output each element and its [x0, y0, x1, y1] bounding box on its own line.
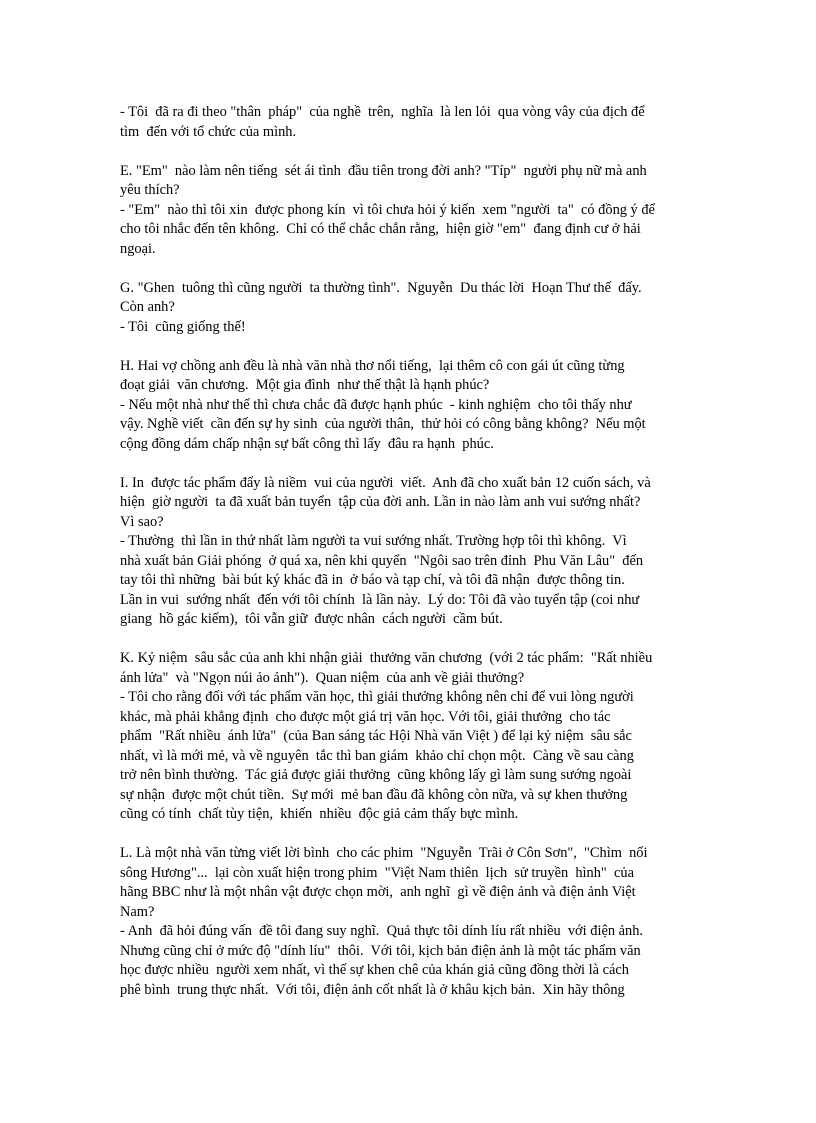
- text-line: sự nhận được một chút tiền. Sự mới mẻ ban đầu đã không còn nữa, và sự khen thưởng: [120, 786, 628, 803]
- text-line: K. Kỷ niệm sâu sắc của anh khi nhận giải thưởng văn chương (với 2 tác phẩm: "Rất nhiều: [120, 650, 653, 666]
- paragraph-question-l: [120, 844, 700, 1000]
- text-line: tìm đến với tổ chức của mình.: [120, 123, 297, 140]
- text-line: nhà xuất bản Giải phóng ở quá xa, nên khi quyển "Ngôi sao trên đỉnh Phu Văn Lâu" đến: [120, 552, 644, 569]
- text-line: H. Hai vợ chồng anh đều là nhà văn nhà thơ nổi tiếng, lại thêm cô con gái út cũng từng: [120, 357, 625, 374]
- paragraph-question-i: [120, 474, 700, 630]
- text-line: - Tôi cho rằng đối với tác phẩm văn học, thì giải thưởng không nên chỉ để vui lòng người: [120, 689, 634, 705]
- paragraph-question-g: [120, 279, 700, 338]
- text-line: hãng BBC như là một nhân vật được chọn mời, anh nghĩ gì về điện ảnh và điện ảnh Việt: [120, 884, 636, 900]
- paragraph-question-e: [120, 162, 700, 260]
- text-line: hiện giờ người ta đã xuất bản tuyển tập của đời anh. Lần in nào làm anh vui sướng nhất?: [120, 494, 641, 510]
- text-line: học được nhiều người xem nhất, vì thế sự khen chê của khán giả cũng đồng thời là cách: [120, 962, 629, 978]
- text-line: - Thường thì lần in thứ nhất làm người ta vui sướng nhất. Trường hợp tôi thì không. Vì: [120, 533, 627, 549]
- text-line: Vì sao?: [120, 513, 164, 530]
- text-line: - "Em" nào thì tôi xin được phong kín vì tôi chưa hỏi ý kiến xem "người ta" có đồng ý để: [120, 201, 655, 218]
- paragraph-answer-intro: [120, 103, 700, 142]
- text-line: - Anh đã hỏi đúng vấn đề tôi đang suy nghĩ. Quả thực tôi dính líu rất nhiều với điện ảnh.: [120, 923, 644, 939]
- text-line: G. "Ghen tuông thì cũng người ta thường tình". Nguyễn Du thác lời Hoạn Thư thế đấy.: [120, 279, 642, 296]
- text-line: sông Hương"... lại còn xuất hiện trong phim "Việt Nam thiên lịch sử truyền hình" của: [120, 864, 634, 881]
- text-line: Lần in vui sướng nhất đến với tôi chính là lần này. Lý do: Tôi đã vào tuyển tập (coi như: [120, 591, 640, 608]
- text-line: tay tôi thì những bài bút ký khác đã in ở báo và tạp chí, và tôi đã nhận được thông tin.: [120, 572, 625, 588]
- text-line: yêu thích?: [120, 182, 180, 198]
- text-line: giang hồ gác kiếm), tôi vẫn giữ được nhân cách người cầm bút.: [120, 611, 503, 627]
- text-line: L. Là một nhà văn từng viết lời bình cho các phim "Nguyễn Trãi ở Côn Sơn", "Chìm nổi: [120, 845, 648, 861]
- text-line: Còn anh?: [120, 299, 175, 315]
- text-line: E. "Em" nào làm nên tiếng sét ái tình đầu tiên trong đời anh? "Típ" người phụ nữ mà anh: [120, 162, 647, 179]
- text-line: phẩm "Rất nhiều ánh lửa" (của Ban sáng tác Hội Nhà văn Việt ) để lại kỷ niệm sâu sắc: [120, 728, 632, 744]
- text-line: Nhưng cũng chỉ ở mức độ "dính líu" thôi. Với tôi, kịch bản điện ảnh là một tác phẩm văn: [120, 942, 641, 959]
- text-line: I. In được tác phẩm đẩy là niềm vui của người viết. Anh đã cho xuất bản 12 cuốn sách, và: [120, 474, 651, 491]
- text-line: đoạt giải văn chương. Một gia đình như thế thật là hạnh phúc?: [120, 377, 490, 393]
- text-line: trở nên bình thường. Tác giả được giải thưởng cũng không lấy gì làm sung sướng ngoài: [120, 767, 632, 783]
- text-line: khác, mà phải khẳng định cho được một giá trị văn học. Với tôi, giải thưởng cho tác: [120, 708, 611, 725]
- text-line: cộng đồng dám chấp nhận sự bất công thì lấy đâu ra hạnh phúc.: [120, 435, 494, 452]
- text-line: phê bình trung thực nhất. Với tôi, điện ảnh cốt nhất là ở khâu kịch bản. Xin hãy thông: [120, 981, 625, 998]
- text-line: - Nếu một nhà như thế thì chưa chắc đã được hạnh phúc - kinh nghiệm cho tôi thấy như: [120, 396, 632, 413]
- paragraph-question-k: [120, 649, 700, 825]
- text-line: ánh lửa" và "Ngọn núi ảo ảnh"). Quan niệm của anh về giải thưởng?: [120, 669, 525, 686]
- text-line: Nam?: [120, 903, 155, 920]
- document-page: [120, 103, 700, 1020]
- text-line: cho tôi nhắc đến tên không. Chỉ có thể chắc chắn rằng, hiện giờ "em" đang định cư ở hải: [120, 221, 641, 237]
- paragraph-question-h: [120, 357, 700, 455]
- text-line: vậy. Nghề viết cần đến sự hy sinh của người thân, thử hỏi có công bằng không? Nếu một: [120, 416, 646, 432]
- text-line: - Tôi cũng giống thế!: [120, 318, 246, 335]
- text-line: ngoại.: [120, 240, 156, 257]
- text-line: - Tôi đã ra đi theo "thân pháp" của nghề trên, nghĩa là len lỏi qua vòng vây của địch để: [120, 104, 645, 120]
- text-line: nhất, vì là mới mẻ, và về nguyên tắc thì ban giám khảo chỉ chọn một. Càng về sau càng: [120, 747, 634, 764]
- text-line: cũng có tính chất tùy tiện, khiến nhiều độc giả cảm thấy bực mình.: [120, 806, 519, 822]
